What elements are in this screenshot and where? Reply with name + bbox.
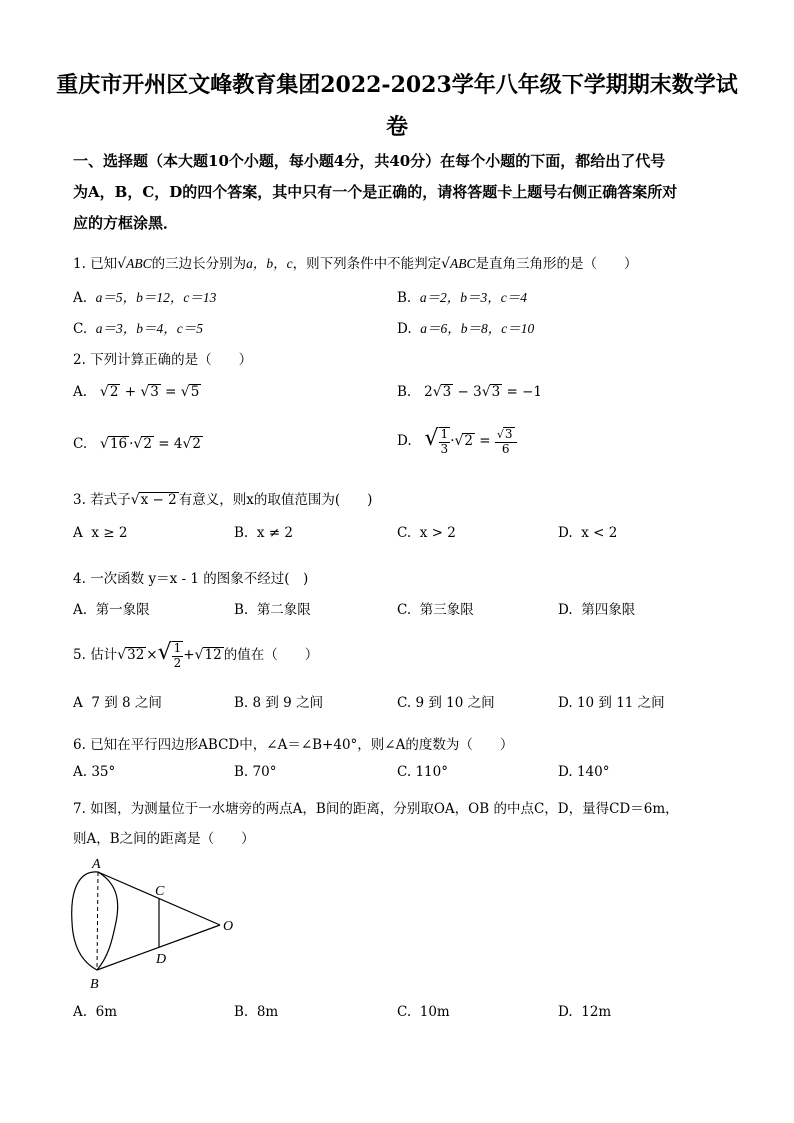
section-1-line-2: 为A，B，C，D的四个答案，其中只有一个是正确的，请将答题卡上题号右侧正确答案所对 bbox=[73, 183, 678, 201]
question-2-option-a[interactable] bbox=[73, 384, 201, 400]
radical-icon: √ bbox=[133, 436, 143, 452]
radical-icon: √ bbox=[194, 647, 204, 663]
question-1-option-b[interactable] bbox=[397, 286, 527, 306]
operator: × bbox=[146, 647, 158, 663]
radicand: x − 2 bbox=[140, 492, 177, 508]
option-letter: B. bbox=[234, 764, 249, 780]
option-letter: C. bbox=[397, 525, 412, 541]
question-6-option-b[interactable] bbox=[234, 764, 276, 780]
label-o: O bbox=[223, 919, 234, 934]
radicand: 3 bbox=[504, 427, 513, 442]
operator: = bbox=[506, 384, 518, 400]
coefficient: 2 bbox=[424, 384, 433, 400]
radicand: 2 bbox=[464, 433, 473, 449]
option-letter: D. bbox=[397, 433, 412, 449]
option-text: x ≥ 2 bbox=[91, 525, 128, 541]
operator: = bbox=[479, 433, 491, 449]
triangle-name: ABC bbox=[126, 256, 152, 271]
question-2-number: 2. bbox=[73, 352, 86, 368]
question-3-option-c[interactable] bbox=[397, 525, 456, 541]
option-letter: A bbox=[73, 525, 83, 541]
question-7-line-1 bbox=[73, 797, 679, 817]
numerator bbox=[495, 427, 517, 442]
question-5-option-b[interactable] bbox=[234, 691, 323, 711]
option-text: x > 2 bbox=[419, 525, 456, 541]
question-3-option-a[interactable] bbox=[73, 525, 127, 541]
page-title-line-2: 卷 bbox=[385, 114, 408, 140]
result: −1 bbox=[522, 384, 543, 400]
question-1-stem bbox=[73, 252, 638, 272]
question-4-option-d[interactable] bbox=[558, 598, 635, 618]
question-3-text-1: 若式子 bbox=[90, 492, 131, 508]
option-letter: C. bbox=[397, 764, 412, 780]
option-text: a＝2，b＝3，c＝4 bbox=[419, 290, 528, 305]
label-a: A bbox=[92, 857, 101, 872]
option-text: 140° bbox=[576, 764, 610, 780]
radicand: 2 bbox=[109, 384, 119, 400]
radicand: 3 bbox=[491, 384, 501, 400]
pond-outline bbox=[72, 872, 118, 970]
question-1-text-1: 已知 bbox=[90, 256, 118, 272]
section-1-line-3: 应的方框涂黑． bbox=[73, 214, 179, 232]
radicand: 32 bbox=[127, 647, 145, 663]
triangle-name-2: ABC bbox=[450, 256, 476, 271]
question-3-option-d[interactable] bbox=[558, 525, 617, 541]
question-4-option-c[interactable] bbox=[397, 598, 474, 618]
question-1-option-a[interactable] bbox=[73, 286, 216, 306]
operator: − bbox=[457, 384, 469, 400]
option-letter: A bbox=[73, 695, 83, 711]
question-3-number: 3. bbox=[73, 492, 86, 508]
radical-icon: √ bbox=[130, 492, 140, 508]
question-5-option-a[interactable] bbox=[73, 691, 162, 711]
triangle-symbol-icon: √ bbox=[117, 256, 127, 272]
option-text: 9 到 10 之间 bbox=[415, 695, 495, 711]
question-5-stem bbox=[73, 640, 318, 670]
question-7-number: 7. bbox=[73, 801, 86, 817]
question-4-number: 4. bbox=[73, 571, 86, 587]
radical-icon: √ bbox=[140, 384, 150, 400]
question-5-option-d[interactable] bbox=[558, 691, 665, 711]
option-letter: C. bbox=[397, 695, 412, 711]
option-letter: D. bbox=[558, 602, 573, 618]
radicand: 3 bbox=[150, 384, 159, 400]
option-letter: A. bbox=[73, 290, 88, 306]
option-text: 第三象限 bbox=[419, 602, 474, 618]
fraction-1-3 bbox=[439, 427, 451, 455]
option-text: x ≠ 2 bbox=[256, 525, 293, 541]
radicand: 2 bbox=[192, 436, 201, 452]
option-text: 110° bbox=[415, 764, 448, 780]
coefficient: 3 bbox=[473, 384, 482, 400]
label-b: B bbox=[90, 977, 99, 992]
option-text: 35° bbox=[91, 764, 116, 780]
segment-ab-dashed bbox=[97, 872, 98, 970]
question-6-option-a[interactable] bbox=[73, 764, 115, 780]
question-2-text: 下列计算正确的是（ ） bbox=[90, 352, 253, 368]
option-letter: D. bbox=[558, 695, 573, 711]
option-text: 第二象限 bbox=[256, 602, 311, 618]
radical-icon: √ bbox=[432, 384, 442, 400]
radical-icon: √ bbox=[496, 428, 504, 442]
page-title-line-1: 重庆市开州区文峰教育集团2022-2023学年八年级下学期期末数学试 bbox=[56, 72, 738, 98]
coefficient: 4 bbox=[173, 436, 183, 452]
question-3-option-b[interactable] bbox=[234, 525, 293, 541]
option-text: x < 2 bbox=[581, 525, 618, 541]
option-letter: B. bbox=[397, 290, 412, 306]
question-1-number: 1. bbox=[73, 256, 86, 272]
option-text: 12m bbox=[581, 1004, 612, 1020]
option-letter: A. bbox=[73, 602, 88, 618]
question-2-stem bbox=[73, 348, 252, 368]
radical-icon: √ bbox=[180, 384, 190, 400]
operator: · bbox=[129, 436, 134, 452]
question-4-text: 一次函数 y＝x - 1 的图象不经过( ) bbox=[90, 571, 309, 587]
question-6-option-d[interactable] bbox=[558, 764, 609, 780]
option-text: 第四象限 bbox=[581, 602, 636, 618]
radicand: 3 bbox=[442, 384, 452, 400]
operator: + bbox=[183, 647, 195, 663]
question-1-text-4: 是直角三角形的是（ ） bbox=[475, 256, 638, 272]
radicand: 2 bbox=[143, 436, 152, 452]
option-letter: D. bbox=[558, 764, 573, 780]
radical-icon: √ bbox=[182, 436, 192, 452]
question-6-stem bbox=[73, 733, 513, 753]
radical-icon: √ bbox=[99, 384, 109, 400]
radical-icon: √ bbox=[117, 647, 127, 663]
option-letter: D. bbox=[558, 1004, 573, 1020]
fraction-1-2 bbox=[172, 641, 184, 669]
option-text: a＝6，b＝8，c＝10 bbox=[420, 321, 535, 336]
triangle-symbol-icon-2: √ bbox=[441, 256, 451, 272]
option-letter: B. bbox=[234, 525, 249, 541]
option-letter: B. bbox=[234, 602, 249, 618]
radical-icon: √ bbox=[157, 640, 172, 665]
option-text: 8 到 9 之间 bbox=[252, 695, 324, 711]
question-7-option-b[interactable] bbox=[234, 1004, 278, 1020]
radical-icon: √ bbox=[424, 426, 439, 451]
option-text: 第一象限 bbox=[95, 602, 150, 618]
option-letter: A. bbox=[73, 1004, 88, 1020]
option-text: 6m bbox=[95, 1004, 118, 1020]
option-letter: C. bbox=[397, 1004, 412, 1020]
option-letter: D. bbox=[397, 321, 412, 337]
question-5-option-c[interactable] bbox=[397, 691, 495, 711]
radicand: 12 bbox=[204, 647, 222, 663]
option-text: a＝5，b＝12，c＝13 bbox=[95, 290, 217, 305]
operator: = bbox=[165, 384, 177, 400]
question-6-text: 已知在平行四边形ABCD中，∠A＝∠B+40°，则∠A的度数为（ ） bbox=[90, 737, 514, 753]
radical-icon: √ bbox=[454, 433, 464, 449]
option-letter: C. bbox=[73, 321, 88, 337]
question-3-stem bbox=[73, 488, 372, 508]
option-letter: C. bbox=[73, 436, 88, 452]
question-2-option-d[interactable] bbox=[397, 426, 517, 456]
question-1-text-3: ，则下列条件中不能判定 bbox=[292, 256, 442, 272]
operator: + bbox=[124, 384, 137, 400]
option-text: 8m bbox=[256, 1004, 279, 1020]
question-1-option-c[interactable] bbox=[73, 317, 203, 337]
question-2-option-b[interactable] bbox=[397, 384, 542, 400]
option-text: 10m bbox=[419, 1004, 450, 1020]
pond-diagram bbox=[60, 852, 250, 997]
question-2-option-c[interactable] bbox=[73, 436, 203, 452]
question-1-option-d[interactable] bbox=[397, 317, 534, 337]
radicand: 5 bbox=[190, 384, 200, 400]
denominator: 6 bbox=[501, 441, 510, 456]
option-text: 70° bbox=[252, 764, 277, 780]
option-text: a＝3，b＝4，c＝5 bbox=[95, 321, 203, 336]
option-letter: A. bbox=[73, 384, 88, 400]
section-1-line-1: 一、选择题（本大题10个小题，每小题4分，共40分）在每个小题的下面，都给出了代号 bbox=[73, 152, 666, 170]
option-letter: B. bbox=[234, 695, 249, 711]
question-5-number: 5. bbox=[73, 647, 86, 663]
question-6-option-c[interactable] bbox=[397, 764, 448, 780]
option-text: 7 到 8 之间 bbox=[91, 695, 162, 711]
question-5-text-1: 估计 bbox=[90, 647, 118, 663]
question-7-option-c[interactable] bbox=[397, 1004, 450, 1020]
option-letter: B. bbox=[234, 1004, 249, 1020]
question-4-stem bbox=[73, 567, 308, 587]
radicand: 16 bbox=[109, 436, 128, 452]
option-letter: C. bbox=[397, 602, 412, 618]
question-4-option-a[interactable] bbox=[73, 598, 150, 618]
numerator: 1 bbox=[440, 427, 449, 442]
question-5-text-2: 的值在（ ） bbox=[223, 647, 319, 663]
option-letter: A. bbox=[73, 764, 88, 780]
question-7-line-2: 则A，B之间的距离是（ ） bbox=[73, 831, 255, 847]
label-c: C bbox=[155, 884, 165, 899]
question-7-option-d[interactable] bbox=[558, 1004, 611, 1020]
radical-icon: √ bbox=[100, 436, 109, 452]
radical-icon: √ bbox=[481, 384, 491, 400]
option-text: 10 到 11 之间 bbox=[576, 695, 665, 711]
denominator: 3 bbox=[440, 441, 449, 456]
label-d: D bbox=[156, 952, 167, 967]
question-7-text-1: 如图，为测量位于一水塘旁的两点A，B间的距离，分别取OA，OB 的中点C，D，量得CD＝6m， bbox=[90, 801, 679, 817]
option-letter: B. bbox=[397, 384, 412, 400]
denominator: 2 bbox=[173, 655, 182, 670]
question-1-vars: a，b，c bbox=[246, 256, 293, 271]
question-7-option-a[interactable] bbox=[73, 1004, 117, 1020]
operator: · bbox=[450, 433, 455, 449]
question-1-text-2: 的三边长分别为 bbox=[151, 256, 247, 272]
operator: = bbox=[158, 436, 170, 452]
option-letter: D. bbox=[558, 525, 573, 541]
question-3-text-2: 有意义，则x的取值范围为( ) bbox=[178, 492, 373, 508]
numerator: 1 bbox=[173, 641, 182, 656]
question-4-option-b[interactable] bbox=[234, 598, 311, 618]
fraction-root3-6 bbox=[495, 427, 517, 455]
question-6-number: 6. bbox=[73, 737, 86, 753]
